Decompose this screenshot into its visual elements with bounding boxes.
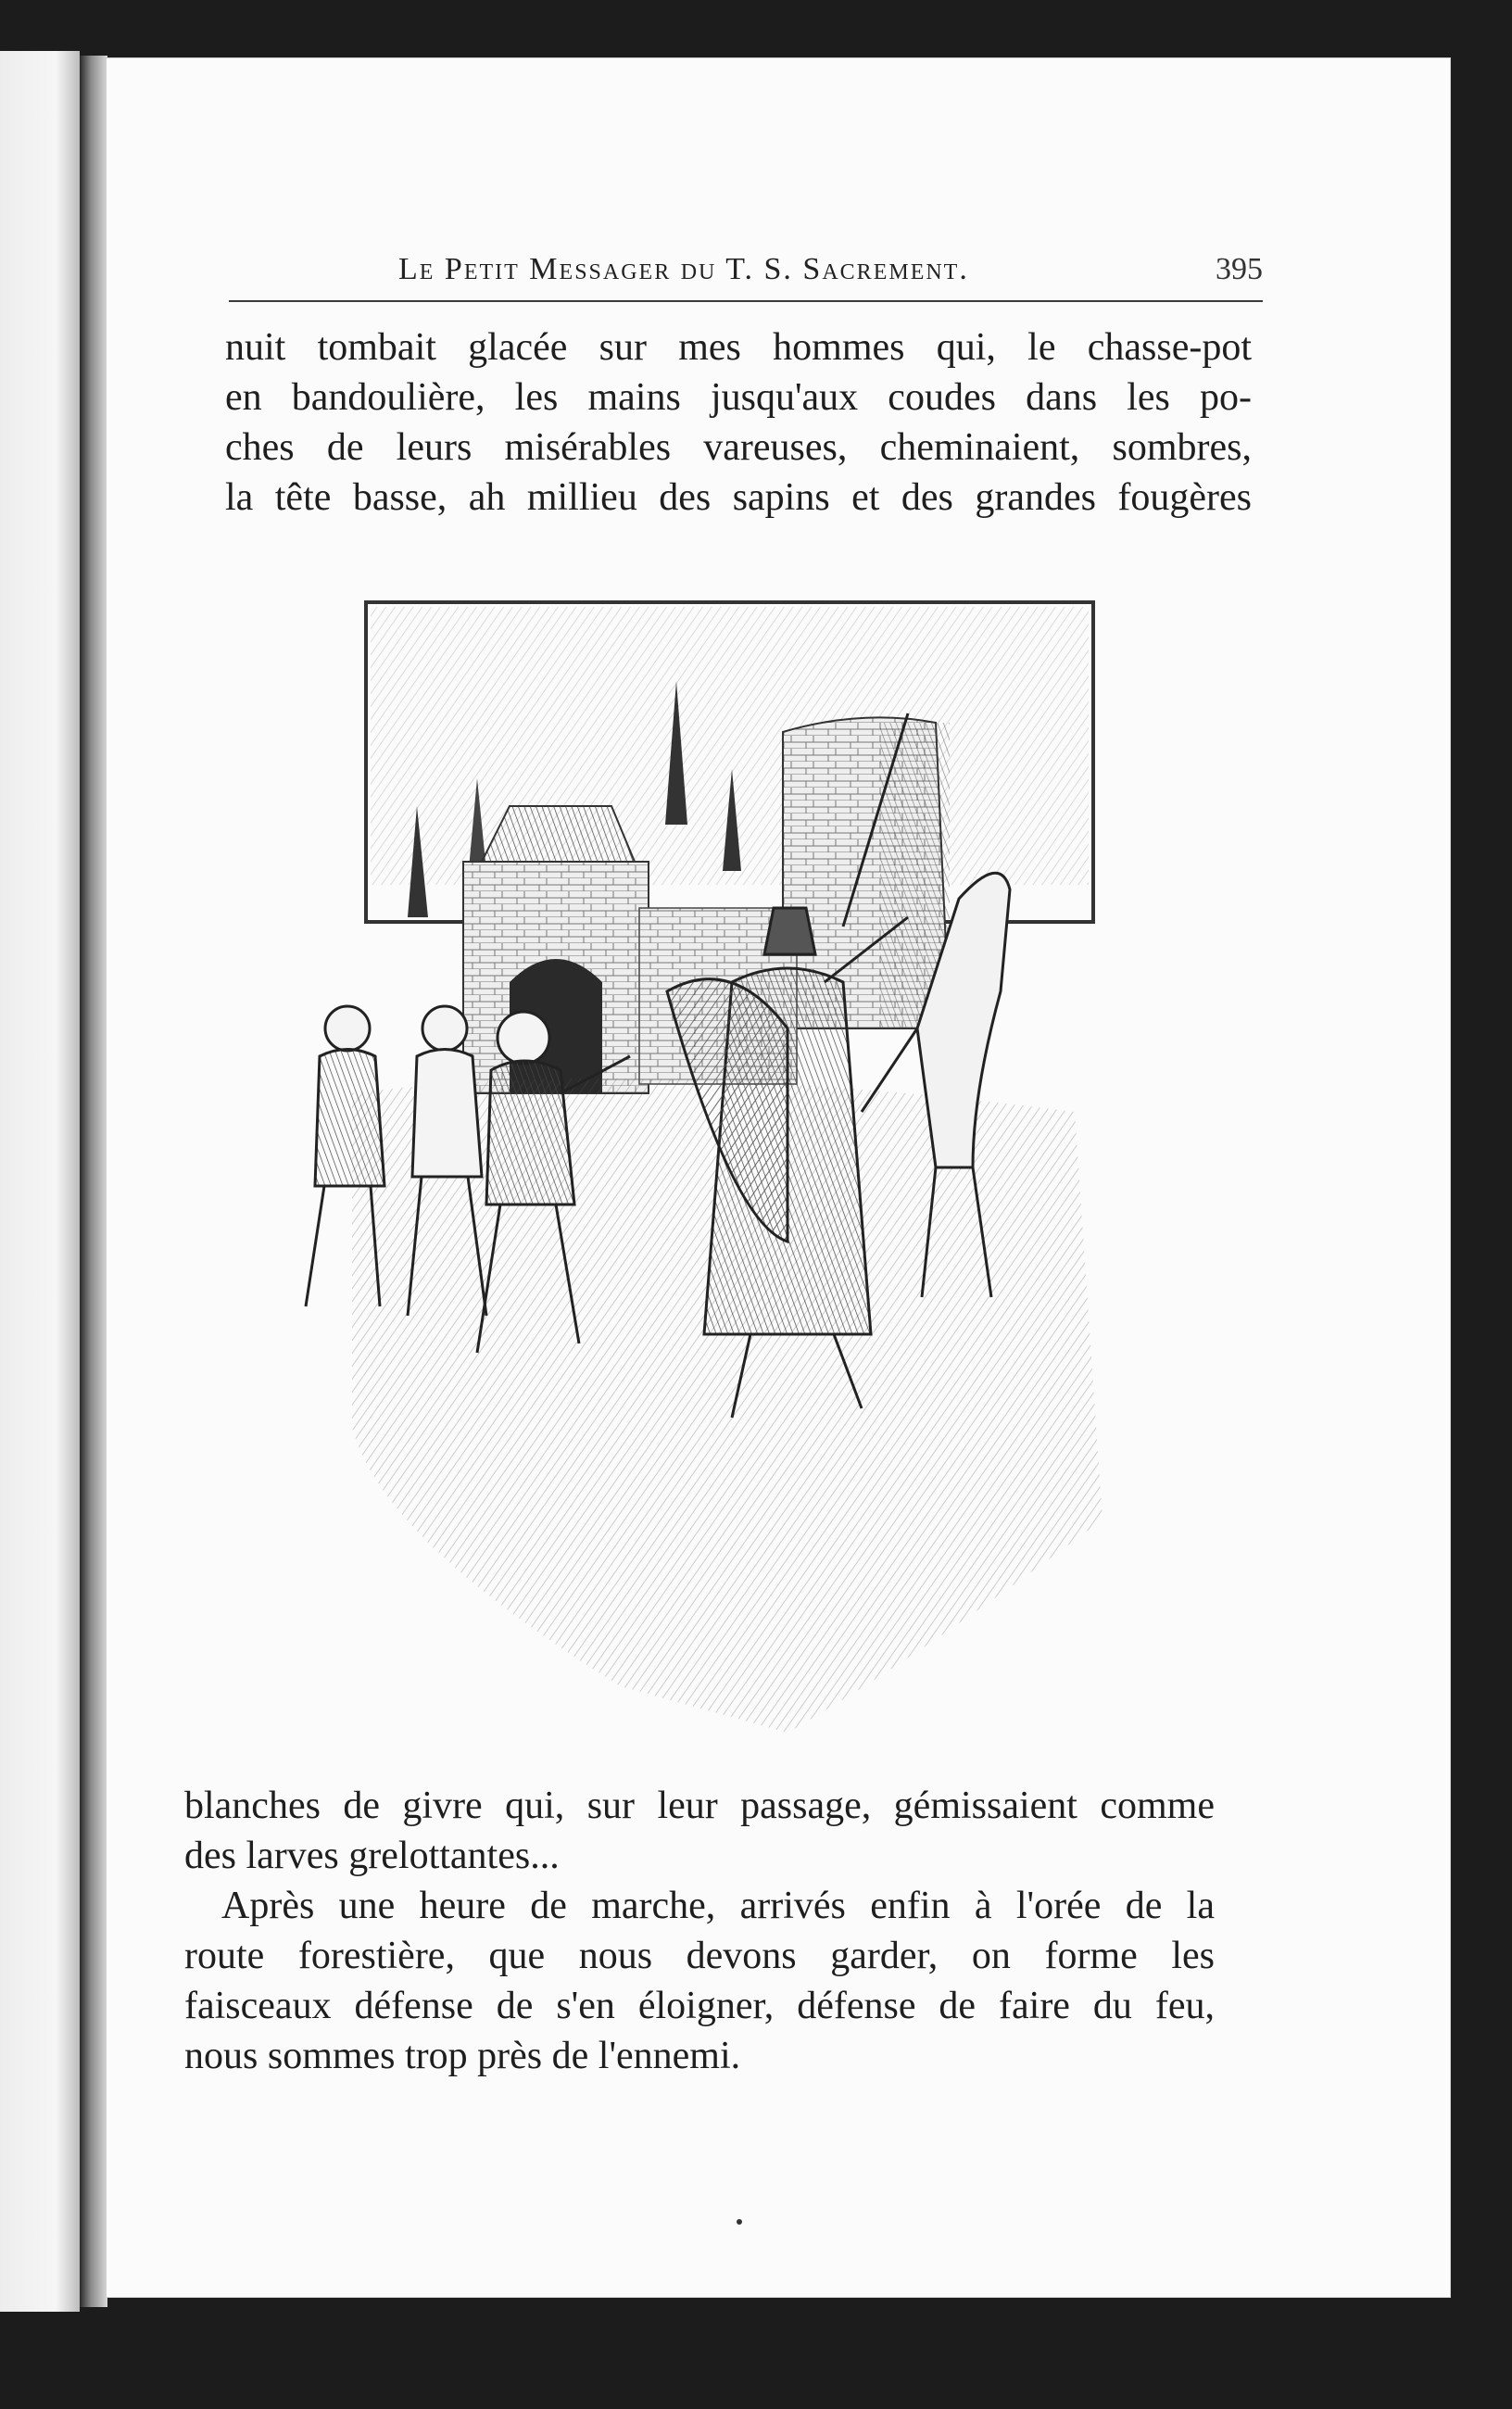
text-line: faisceaux défense de s'en éloigner, défense de faire du feu,: [184, 1985, 1215, 2027]
text-line: des larves grelottantes...: [184, 1835, 560, 1877]
text-line: blanches de givre qui, sur leur passage, gémissaient comme: [184, 1785, 1215, 1827]
text-line: nous sommes trop près de l'ennemi.: [184, 2035, 741, 2077]
text-block-bottom: [184, 1781, 1215, 2081]
running-title: Le Petit Messager du T. S. Sacrement.: [398, 252, 969, 286]
engraving-illustration: [269, 593, 1153, 1751]
text-line: la tête basse, ah millieu des sapins et des grandes fougères: [225, 476, 1252, 519]
text-line: ches de leurs misérables vareuses, cheminaient, sombres,: [225, 426, 1252, 469]
text-line: nuit tombait glacée sur mes hommes qui, le chasse-pot: [225, 326, 1252, 369]
text-line: Après une heure de marche, arrivés enfin à l'orée de la: [221, 1885, 1215, 1927]
page-number: 395: [1216, 252, 1263, 286]
header-rule: [229, 300, 1263, 302]
print-speck: [737, 2219, 742, 2225]
text-line: en bandoulière, les mains jusqu'aux coudes dans les po-: [225, 376, 1252, 419]
text-line: route forestière, que nous devons garder, on forme les: [184, 1935, 1215, 1977]
book-gutter: [80, 56, 107, 2307]
facing-page-edge: [0, 51, 80, 2312]
running-header: [229, 252, 1263, 319]
text-block-top: [225, 322, 1252, 523]
